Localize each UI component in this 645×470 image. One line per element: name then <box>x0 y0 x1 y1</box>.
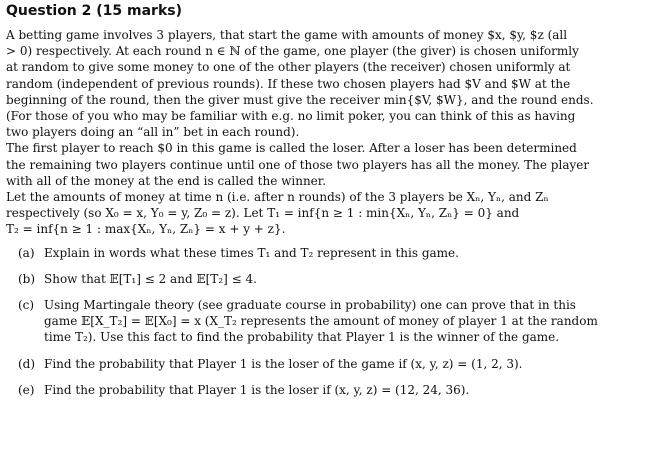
part-text <box>44 245 637 261</box>
intro-line: beginning of the round, then the giver must give the receiver min{$V, $W}, and the round ends. <box>6 92 594 107</box>
intro-line: Let the amounts of money at time n (i.e. after n rounds) of the 3 players be Xₙ, Yₙ, and Zₙ <box>6 190 549 205</box>
intro-line: The first player to reach $0 in this game is called the loser. After a loser has been determined <box>6 141 577 156</box>
question-intro <box>6 27 637 238</box>
question-part-b <box>18 271 637 287</box>
intro-line: the remaining two players continue until one of those two players has all the money. The player <box>6 157 590 172</box>
part-marker: (b) <box>18 271 36 286</box>
question-heading: Question 2 (15 marks) <box>6 3 182 19</box>
intro-line: (For those of you who may be familiar with e.g. no limit poker, you can think of this as having <box>6 109 576 124</box>
part-marker: (d) <box>18 356 36 371</box>
question-part-c <box>18 297 637 346</box>
question-part-a <box>18 245 637 261</box>
part-text <box>44 356 637 372</box>
intro-line: T₂ = inf{n ≥ 1 : max{Xₙ, Yₙ, Zₙ} = x + y + z}. <box>6 222 286 237</box>
part-line: Explain in words what these times T₁ and T₂ represent in this game. <box>44 245 459 260</box>
intro-line: at random to give some money to one of the other players (the receiver) chosen uniformly at <box>6 60 571 75</box>
part-line: time T₂). Use this fact to find the probability that Player 1 is the winner of the game. <box>44 330 560 345</box>
part-line: game 𝔼[X_T₂] = 𝔼[X₀] = x (X_T₂ represents the amount of money of player 1 at the random <box>44 314 598 329</box>
intro-line: A betting game involves 3 players, that start the game with amounts of money $x, $y, $z (all <box>6 28 568 42</box>
question-parts <box>18 245 637 398</box>
part-text <box>44 271 637 287</box>
intro-line: respectively (so X₀ = x, Y₀ = y, Z₀ = z). Let T₁ = inf{n ≥ 1 : min{Xₙ, Yₙ, Zₙ} = 0} and <box>6 206 520 221</box>
intro-line: random (independent of previous rounds). If these two chosen players had $V and $W at the <box>6 76 571 91</box>
part-marker: (c) <box>18 298 35 313</box>
question-part-e <box>18 382 637 398</box>
part-text <box>44 297 637 346</box>
part-line: Find the probability that Player 1 is the loser of the game if (x, y, z) = (1, 2, 3). <box>44 356 523 371</box>
intro-line: two players doing an “all in” bet in each round). <box>6 125 300 140</box>
intro-line: > 0) respectively. At each round n ∈ ℕ of the game, one player (the giver) is chosen uniformly <box>6 44 579 59</box>
part-marker: (e) <box>18 382 35 397</box>
intro-line: with all of the money at the end is called the winner. <box>6 173 327 188</box>
part-line: Using Martingale theory (see graduate course in probability) one can prove that in this <box>44 298 576 313</box>
part-marker: (a) <box>18 245 35 260</box>
part-line: Show that 𝔼[T₁] ≤ 2 and 𝔼[T₂] ≤ 4. <box>44 271 257 286</box>
part-line: Find the probability that Player 1 is the loser if (x, y, z) = (12, 24, 36). <box>44 382 470 397</box>
part-text <box>44 382 637 398</box>
question-part-d <box>18 356 637 372</box>
